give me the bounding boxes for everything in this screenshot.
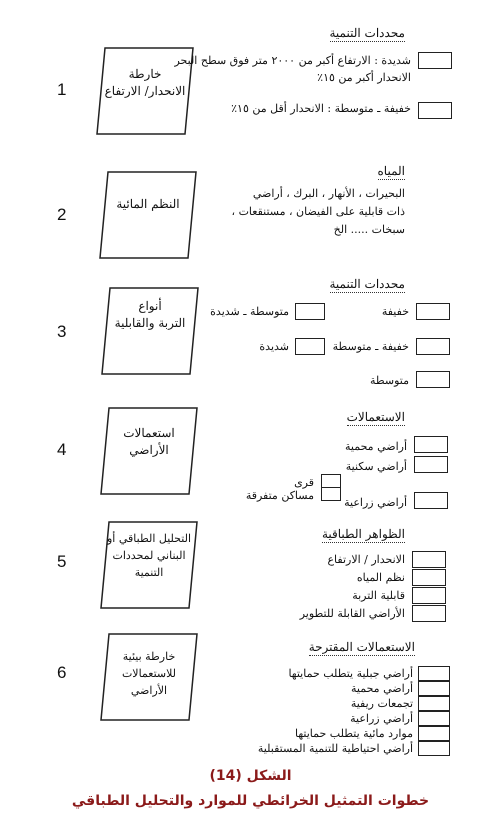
list-item: خفيفة ـ متوسطة : الانحدار أقل من ١٥٪: [231, 102, 411, 115]
box-line: خارطة: [128, 67, 162, 81]
list-item: أراضي جبلية يتطلب حمايتها: [288, 667, 413, 680]
list-item: الأراضي القابلة للتطوير: [299, 607, 405, 620]
checkbox: [414, 492, 448, 509]
checkbox: [418, 681, 450, 696]
checkbox: [295, 303, 325, 320]
list-item: خفيفة ـ متوسطة: [332, 340, 409, 353]
parallelogram-shape: [98, 170, 198, 260]
list-item: الانحدار أكبر من ١٥٪: [317, 71, 411, 84]
step-header: الظواهر الطباقية: [321, 527, 405, 541]
box-line: النظم المائية: [116, 197, 180, 211]
step-header: المياه: [377, 164, 405, 178]
figure-title: خطوات التمثيل الخرائطي للموارد والتحليل الطباقي: [71, 793, 430, 809]
step-box-text: [104, 648, 194, 699]
figure-number: الشكل (14): [209, 768, 292, 784]
step-box-text: [104, 425, 194, 459]
step-box-text: [100, 66, 190, 100]
step-number: 3: [57, 322, 67, 341]
list-item: ذات قابلية على الفيضان ، مستنقعات ،: [231, 205, 405, 218]
list-item: أراضي سكنية: [345, 460, 407, 473]
checkbox: [418, 726, 450, 741]
checkbox: [416, 303, 450, 320]
step-box-text: [105, 298, 195, 332]
list-item: نظم المياه: [356, 571, 405, 584]
checkbox: [321, 474, 341, 488]
checkbox: [418, 741, 450, 756]
list-item: أراضي زراعية: [344, 496, 407, 509]
checkbox: [321, 487, 341, 501]
step-number: 1: [57, 80, 67, 99]
box-line: للاستعمالات الأراضي: [121, 667, 177, 697]
list-item: متوسطة: [369, 374, 409, 387]
list-item: موارد مائية يتطلب حمايتها: [294, 727, 413, 740]
step-number: 5: [57, 552, 67, 571]
list-item: خفيفة: [381, 305, 409, 318]
list-item: مساكن متفرقة: [245, 489, 314, 502]
checkbox: [412, 551, 446, 568]
checkbox: [412, 569, 446, 586]
checkbox: [418, 52, 452, 69]
list-item: أراضي محمية: [345, 440, 407, 453]
list-item: أراضي احتياطية للتنمية المستقبلية: [257, 742, 413, 755]
box-line: البناني لمحددات التنمية: [112, 549, 186, 579]
box-line: التربة والقابلية: [114, 316, 186, 330]
checkbox: [418, 666, 450, 681]
list-item: أراضي محمية: [351, 682, 413, 695]
box-line: أنواع: [138, 299, 162, 313]
step-number: 6: [57, 663, 67, 682]
step-number: 2: [57, 205, 67, 224]
list-item: متوسطة ـ شديدة: [210, 305, 289, 318]
list-item: أراضي زراعية: [350, 712, 413, 725]
checkbox: [412, 605, 446, 622]
list-item: شديدة : الارتفاع أكبر من ٢٠٠٠ متر فوق سطح البحر: [174, 54, 411, 67]
list-item: البحيرات ، الأنهار ، البرك ، أراضي: [252, 187, 405, 200]
step-box-text: [104, 530, 194, 581]
checkbox: [416, 371, 450, 388]
step-header: الاستعمالات: [346, 410, 405, 424]
box-line: خارطة بيئية: [122, 650, 176, 663]
list-item: شديدة: [259, 340, 289, 353]
box-line: استعمالات الأراضي: [123, 426, 175, 457]
list-item: الانحدار / الارتفاع: [327, 553, 405, 566]
step-header: محددات التنمية: [329, 277, 405, 291]
step-number: 4: [57, 440, 67, 459]
box-line: الانحدار/ الارتفاع: [104, 84, 186, 98]
checkbox: [414, 436, 448, 453]
list-item: قرى: [294, 476, 314, 489]
checkbox: [418, 696, 450, 711]
checkbox: [418, 711, 450, 726]
list-item: سبخات ..... الخ: [333, 223, 405, 236]
list-item: تجمعات ريفية: [350, 697, 413, 710]
step-header: محددات التنمية: [329, 26, 405, 40]
step-header: الاستعمالات المقترحة: [308, 640, 415, 654]
checkbox: [412, 587, 446, 604]
box-line: التحليل الطباقي أو: [106, 532, 191, 545]
checkbox: [416, 338, 450, 355]
checkbox: [295, 338, 325, 355]
checkbox: [418, 102, 452, 119]
checkbox: [414, 456, 448, 473]
list-item: قابلية التربة: [352, 589, 405, 602]
step-box-text: [103, 196, 193, 213]
